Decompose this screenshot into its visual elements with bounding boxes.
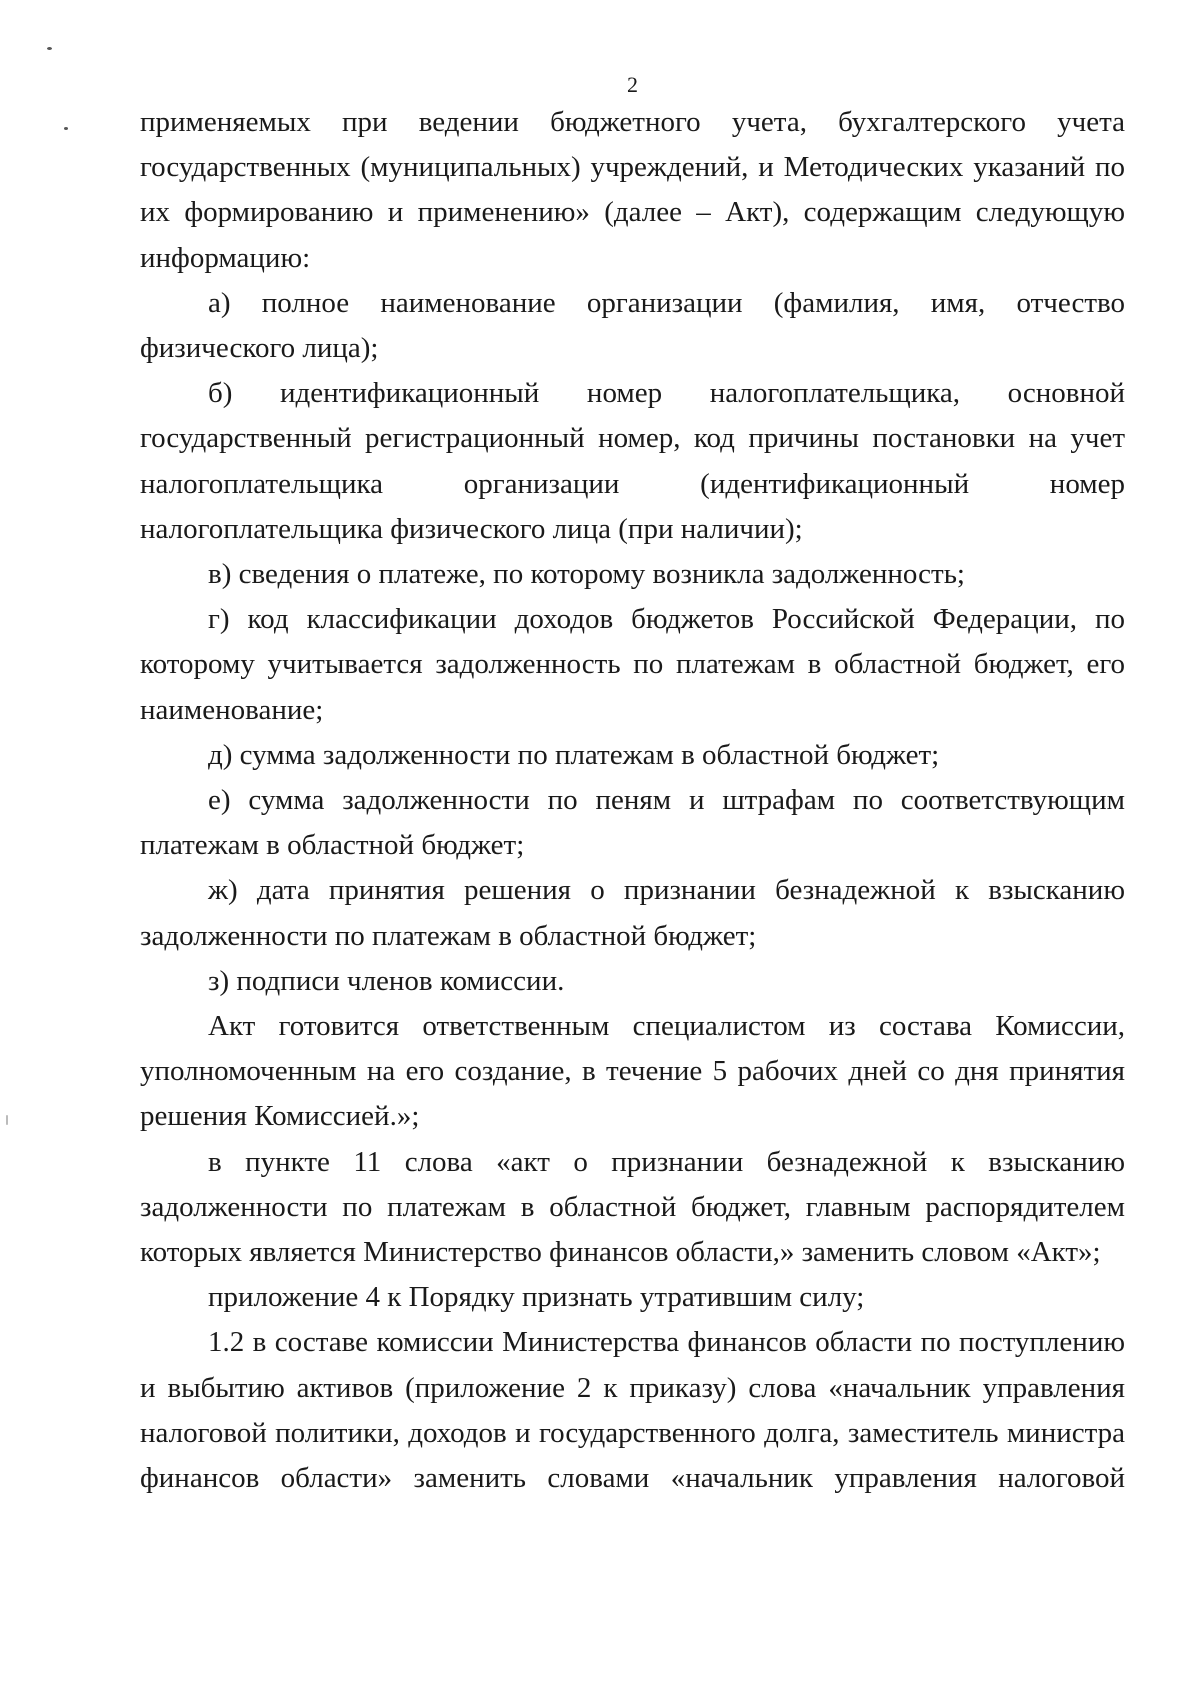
paragraph-act-preparation: Акт готовится ответственным специалистом из состава Комиссии, уполномоченным на его создание, в течение 5 рабочих дней со дня принятия решения Комиссией.»; [140, 1010, 1125, 1133]
list-item-v: в) сведения о платеже, по которому возникла задолженность; [208, 558, 965, 591]
list-item-b: б) идентификационный номер налогоплательщика, основной государственный регистрационный номер, код причины постановки на учет налогоплательщика организации (идентификационный номер налогоплательщика физического лица (при наличии); [140, 377, 1125, 545]
paragraph-item-11: в пункте 11 слова «акт о признании безнадежной к взысканию задолженности по платежам в областной бюджет, главным распорядителем которых является Министерство финансов области,» заменить словом «Акт»; [140, 1145, 1125, 1269]
list-item-g: г) код классификации доходов бюджетов Российской Федерации, по которому учитывается задолженность по платежам в областной бюджет, его наименование; [140, 603, 1125, 726]
list-item-z: з) подписи членов комиссии. [208, 964, 565, 997]
paragraph-appendix-4: приложение 4 к Порядку признать утратившим силу; [208, 1281, 865, 1314]
list-item-d: д) сумма задолженности по платежам в областной бюджет; [208, 738, 940, 771]
list-item-zh: ж) дата принятия решения о признании безнадежной к взысканию задолженности по платежам в областной бюджет; [140, 874, 1125, 952]
paragraph-continuation: применяемых при ведении бюджетного учета, бухгалтерского учета государственных (муниципальных) учреждений, и Методических указаний по их формированию и применению» (далее – Акт), содержащим следующую информацию: [140, 106, 1125, 274]
list-item-e: е) сумма задолженности по пеням и штрафам по соответствующим платежам в областной бюджет; [140, 784, 1125, 862]
scan-speck [6, 1115, 8, 1125]
scan-speck [47, 47, 52, 50]
list-item-a: а) полное наименование организации (фамилия, имя, отчество физического лица); [140, 286, 1125, 365]
scan-speck [64, 127, 68, 130]
page-number: 2 [627, 72, 638, 97]
document-body [140, 100, 1125, 1501]
paragraph-1-2: 1.2 в составе комиссии Министерства финансов области по поступлению и выбытию активов (приложение 2 к приказу) слова «начальник управления налоговой политики, доходов и государственного долга, заместитель министра финансов области» заменить словами «начальник управления налоговой [140, 1326, 1125, 1495]
